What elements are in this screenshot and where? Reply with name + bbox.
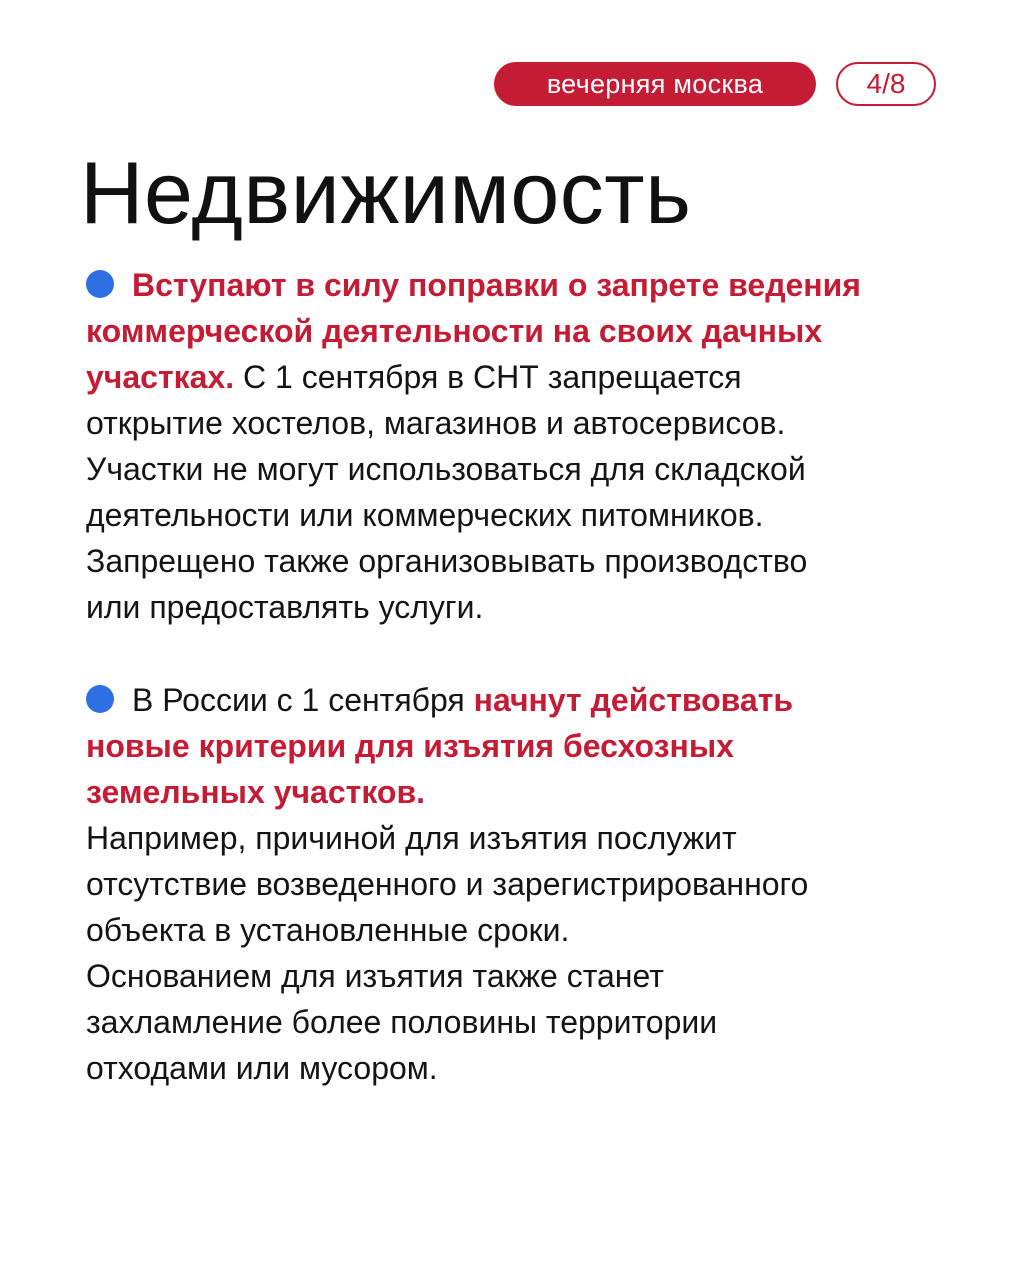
body-text: или предоставлять услуги.	[86, 589, 484, 625]
text-line	[86, 999, 938, 1045]
body-text: Основанием для изъятия также станет	[86, 958, 664, 994]
body-text: Например, причиной для изъятия послужит	[86, 820, 737, 856]
text-line	[86, 584, 938, 630]
body-text: деятельности или коммерческих питомников.	[86, 497, 764, 533]
text-line	[86, 354, 938, 400]
text-line	[86, 446, 938, 492]
text-line	[86, 400, 938, 446]
brand-badge: вечерняя москва	[494, 62, 816, 106]
body-text: открытие хостелов, магазинов и автосервисов.	[86, 405, 786, 441]
body-text: захламление более половины территории	[86, 1004, 718, 1040]
highlight-text: Вступают в силу поправки о запрете ведения	[132, 267, 861, 303]
page-title: Недвижимость	[80, 143, 692, 242]
text-line	[86, 308, 938, 354]
body-text: отсутствие возведенного и зарегистрированного	[86, 866, 809, 902]
text-line	[86, 953, 938, 999]
highlight-text: коммерческой деятельности на своих дачных	[86, 313, 823, 349]
highlight-text: начнут действовать	[473, 682, 794, 718]
body-text: С 1 сентября в СНТ запрещается	[234, 359, 742, 395]
body-text: Запрещено также организовывать производство	[86, 543, 808, 579]
text-line	[86, 1045, 938, 1091]
highlight-text: новые критерии для изъятия бесхозных	[86, 728, 734, 764]
text-line	[86, 677, 938, 723]
bullet-icon	[86, 270, 114, 298]
text-line	[86, 723, 938, 769]
text-line	[86, 907, 938, 953]
body-text: объекта в установленные сроки.	[86, 912, 570, 948]
news-item-1	[86, 262, 938, 630]
body-text: отходами или мусором.	[86, 1050, 438, 1086]
text-line	[86, 262, 938, 308]
text-line	[86, 769, 938, 815]
text-line	[86, 492, 938, 538]
news-item-2	[86, 677, 938, 1091]
text-line	[86, 861, 938, 907]
page-indicator: 4/8	[836, 62, 936, 106]
text-line	[86, 815, 938, 861]
text-line	[86, 538, 938, 584]
highlight-text: участках.	[86, 359, 235, 395]
highlight-text: земельных участков.	[86, 774, 426, 810]
body-text: В России с 1 сентября	[132, 682, 474, 718]
bullet-icon	[86, 685, 114, 713]
body-text: Участки не могут использоваться для складской	[86, 451, 806, 487]
